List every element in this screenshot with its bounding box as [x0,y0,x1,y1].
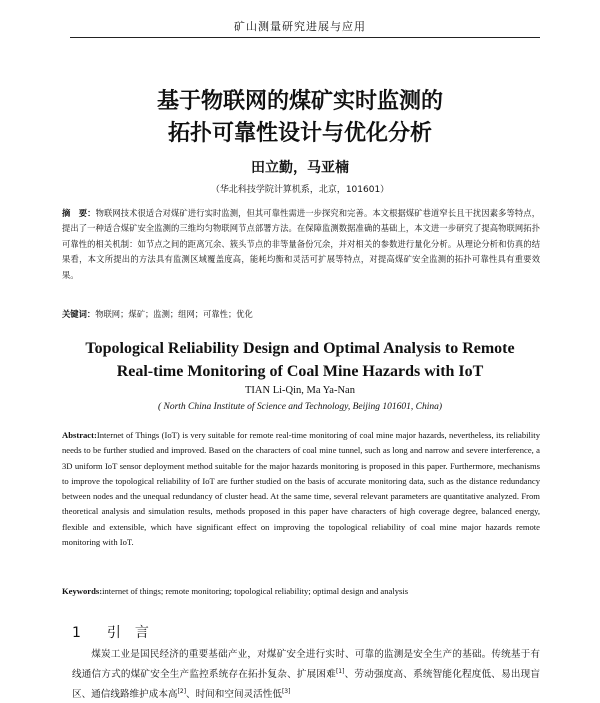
english-affiliation: ( North China Institute of Science and Technology, Beijing 101601, China) [157,402,443,412]
english-abstract [62,428,540,550]
english-authors: TIAN Li-Qin, Ma Ya-Nan [245,385,355,396]
section-heading [72,622,175,642]
chinese-keywords [62,307,540,321]
header-rule [70,37,540,38]
chinese-title-line-2: 拓扑可靠性设计与优化分析 [167,121,432,146]
english-title [0,337,600,383]
paragraph-text-2: 、劳动强度高、系统智能化程度低、易出现盲区、通信线路维护成本高 [72,669,541,701]
chinese-keywords-label: 关键词： [62,309,96,319]
english-keywords-label: Keywords: [62,586,103,596]
running-head: 矿山测量研究进展与应用 [234,20,366,33]
chinese-affiliation: （华北科技学院计算机系，北京，101601） [210,185,390,195]
english-abstract-text: Internet of Things (IoT) is very suitable for remote real-time monitoring of coal mine major hazards, nevertheless, its reliability needs to be further studied and improved. Based on the characters of coal mine tunnel, such as long and narrow and severe interference, a 3D uniform IoT sensor deployment method suitable for the major hazards monitoring is proposed in this paper. Furthermore, mechanisms to improve the topological reliability of IoT are further studied on the basis of accurate monitoring data, such as the distance redundancy between nodes and the unequal redundancy of cluster head. At the same time, several relevant parameters are quantitative analyzed. From theoretical analysis and simulation results, methods proposed in this paper have characters of high coverage degree, balanced energy, flexible and extensible, which have significant effect on improving the topological reliability of coal mine major hazards remote monitoring with IoT. [62,430,540,548]
chinese-abstract [62,206,540,283]
section-number: 1 [72,625,81,641]
section-title: 引 言 [106,625,149,641]
citation-ref-1: [1] [335,668,345,675]
english-title-line-2: Real-time Monitoring of Coal Mine Hazards with IoT [116,363,484,380]
chinese-authors: 田立勤，马亚楠 [251,160,349,176]
chinese-title-line-1: 基于物联网的煤矿实时监测的 [156,89,443,114]
paragraph-text-3: 、时间和空间灵活性低 [186,689,282,701]
chinese-keywords-text: 物联网；煤矿；监测；组网；可靠性；优化 [95,309,253,319]
citation-ref-3: [3] [281,688,291,696]
chinese-abstract-label: 摘 要： [62,208,96,218]
english-keywords [62,584,540,598]
body-paragraph [72,646,540,703]
english-keywords-text: internet of things; remote monitoring; topological reliability; optimal design and analysis [102,586,409,596]
english-title-line-1: Topological Reliability Design and Optimal Analysis to Remote [85,340,515,357]
chinese-abstract-text: 物联网技术很适合对煤矿进行实时监测，但其可靠性需进一步探究和完善。本文根据煤矿巷道窄长且干扰因素多等特点，提出了一种适合煤矿安全监测的三维均匀物联网节点部署方法。在保障监测数据准确的基础上，本文进一步研究了提高物联网拓扑可靠性的相关机制：如节点之间的距离冗余、簇头节点的非等量备份冗余，并对相关的参数进行量化分析。从理论分析和仿真的结果看，本文所提出的方法具有监测区域覆盖度高，能耗均衡和灵活可扩展等特点，对提高煤矿安全监测的拓扑可靠性具有重要效果。 [62,208,540,280]
citation-ref-2: [2] [177,688,187,696]
english-abstract-label: Abstract: [62,430,97,440]
paragraph-text-1: 煤炭工业是国民经济的重要基础产业，对煤矿安全进行实时、可靠的监测是安全生产的基础。传统基于有线通信方式的煤矿安全生产监控系统存在拓扑复杂、扩展困难 [72,649,540,681]
chinese-title [0,86,600,150]
